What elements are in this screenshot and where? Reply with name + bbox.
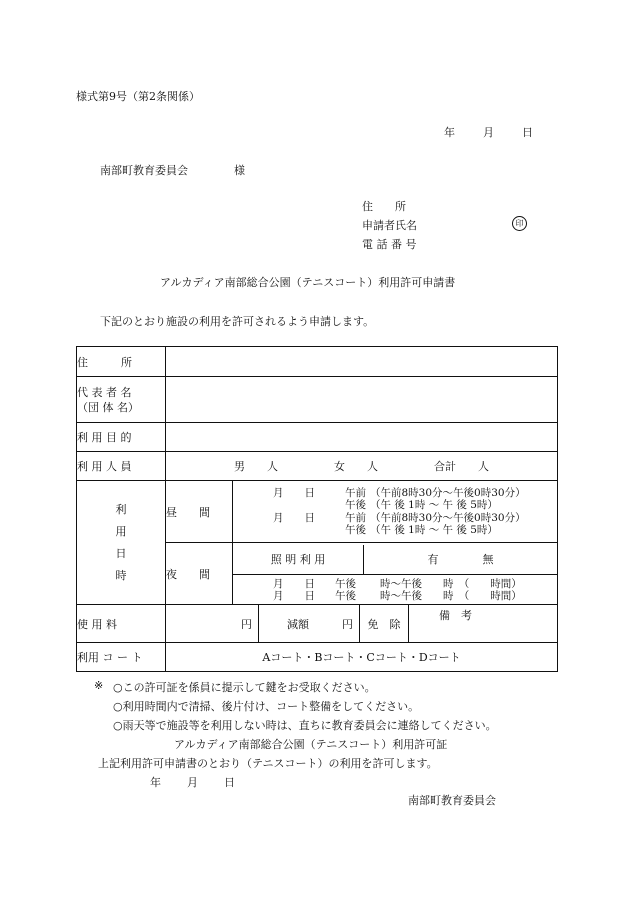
row-people xyxy=(77,452,558,481)
addressee-name: 南部町教育委員会 xyxy=(100,164,188,177)
applicant-address-label: 住 所 xyxy=(362,200,406,213)
note-item: ○利用時間内で清掃、後片付け、コート整備をしてください。 xyxy=(113,700,420,713)
fee-field[interactable]: 円 xyxy=(166,605,259,643)
exempt-label: 免 除 xyxy=(360,605,409,643)
remarks-label: 備 考 xyxy=(439,609,472,622)
intro-text: 下記のとおり施設の利用を許可されるよう申請します。 xyxy=(100,315,375,328)
permit-issuer: 南部町教育委員会 xyxy=(408,794,496,807)
row-representative xyxy=(77,377,558,423)
court-options[interactable]: Aコート・Bコート・Cコート・Dコート xyxy=(166,643,558,672)
day-slot[interactable]: 月 日 午前 （午前8時30分〜午後0時30分） xyxy=(273,511,526,524)
purpose-label: 利 用 目 的 xyxy=(77,423,166,452)
applicant-phone-label: 電 話 番 号 xyxy=(362,238,417,251)
discount-unit: 円 xyxy=(342,617,353,631)
remarks-field[interactable] xyxy=(409,605,558,643)
representative-field[interactable] xyxy=(166,377,558,423)
datetime-label: 利 用 日 時 xyxy=(77,481,166,605)
row-daytime xyxy=(77,481,558,543)
document-title: アルカディア南部総合公園（テニスコート）利用許可申請書 xyxy=(160,276,456,289)
discount-field[interactable] xyxy=(259,605,360,643)
discount-label: 減額 xyxy=(287,617,309,631)
note-item: ○この許可証を係員に提示して鍵をお受取ください。 xyxy=(113,681,376,694)
people-female: 女 人 xyxy=(334,460,379,473)
address-field[interactable] xyxy=(166,347,558,377)
people-field[interactable] xyxy=(166,452,558,481)
people-male: 男 人 xyxy=(234,460,278,473)
people-total: 合計 人 xyxy=(434,460,490,473)
lighting-label: 照 明 利 用 xyxy=(233,545,364,574)
rep-label: 代 表 者 名 xyxy=(77,385,132,399)
addressee xyxy=(100,162,245,178)
seal-icon: 印 xyxy=(512,216,527,231)
permit-date: 年 月 日 xyxy=(150,776,235,789)
row-fee xyxy=(77,605,558,643)
note-item: ○雨天等で施設等を利用しない時は、直ちに教育委員会に連絡してください。 xyxy=(113,719,497,732)
row-court xyxy=(77,643,558,672)
notes-mark: ※ xyxy=(94,679,104,692)
row-purpose xyxy=(77,423,558,452)
form-number: 様式第9号（第2条関係） xyxy=(76,90,200,103)
date-line xyxy=(444,124,533,140)
purpose-field[interactable] xyxy=(166,423,558,452)
people-label: 利 用 人 員 xyxy=(77,452,166,481)
row-address xyxy=(77,347,558,377)
lighting-choice[interactable]: 有 無 xyxy=(427,553,494,566)
day-label: 日 xyxy=(522,126,533,139)
year-label: 年 xyxy=(444,126,455,139)
night-slot[interactable]: 月 日 午後 時〜午後 時 （ 時間） xyxy=(273,590,522,602)
day-slot[interactable]: 午後 （午 後 1時 〜 午 後 5時） xyxy=(345,524,498,536)
daytime-slots[interactable] xyxy=(233,481,558,543)
applicant-name-label: 申請者氏名 xyxy=(362,219,417,232)
night-slot[interactable]: 月 日 午後 時〜午後 時 （ 時間） xyxy=(273,577,522,590)
month-label: 月 xyxy=(483,126,494,139)
address-label: 住 所 xyxy=(77,347,166,377)
night-label: 夜 間 xyxy=(166,543,233,605)
day-slot[interactable]: 月 日 午前 （午前8時30分〜午後0時30分） xyxy=(273,486,526,499)
application-table xyxy=(76,346,558,672)
daytime-label: 昼 間 xyxy=(166,481,233,543)
permit-text: 上記利用許可申請書のとおり（テニスコート）の利用を許可します。 xyxy=(98,757,438,770)
fee-label: 使 用 料 xyxy=(77,605,166,643)
permit-title: アルカディア南部総合公園（テニスコート）利用許可証 xyxy=(174,738,448,751)
group-label: （団 体 名） xyxy=(77,400,139,414)
court-label: 利用 コ ー ト xyxy=(77,643,166,672)
addressee-honorific: 様 xyxy=(234,164,245,177)
day-slot[interactable]: 午後 （午 後 1時 〜 午 後 5時） xyxy=(345,499,498,511)
